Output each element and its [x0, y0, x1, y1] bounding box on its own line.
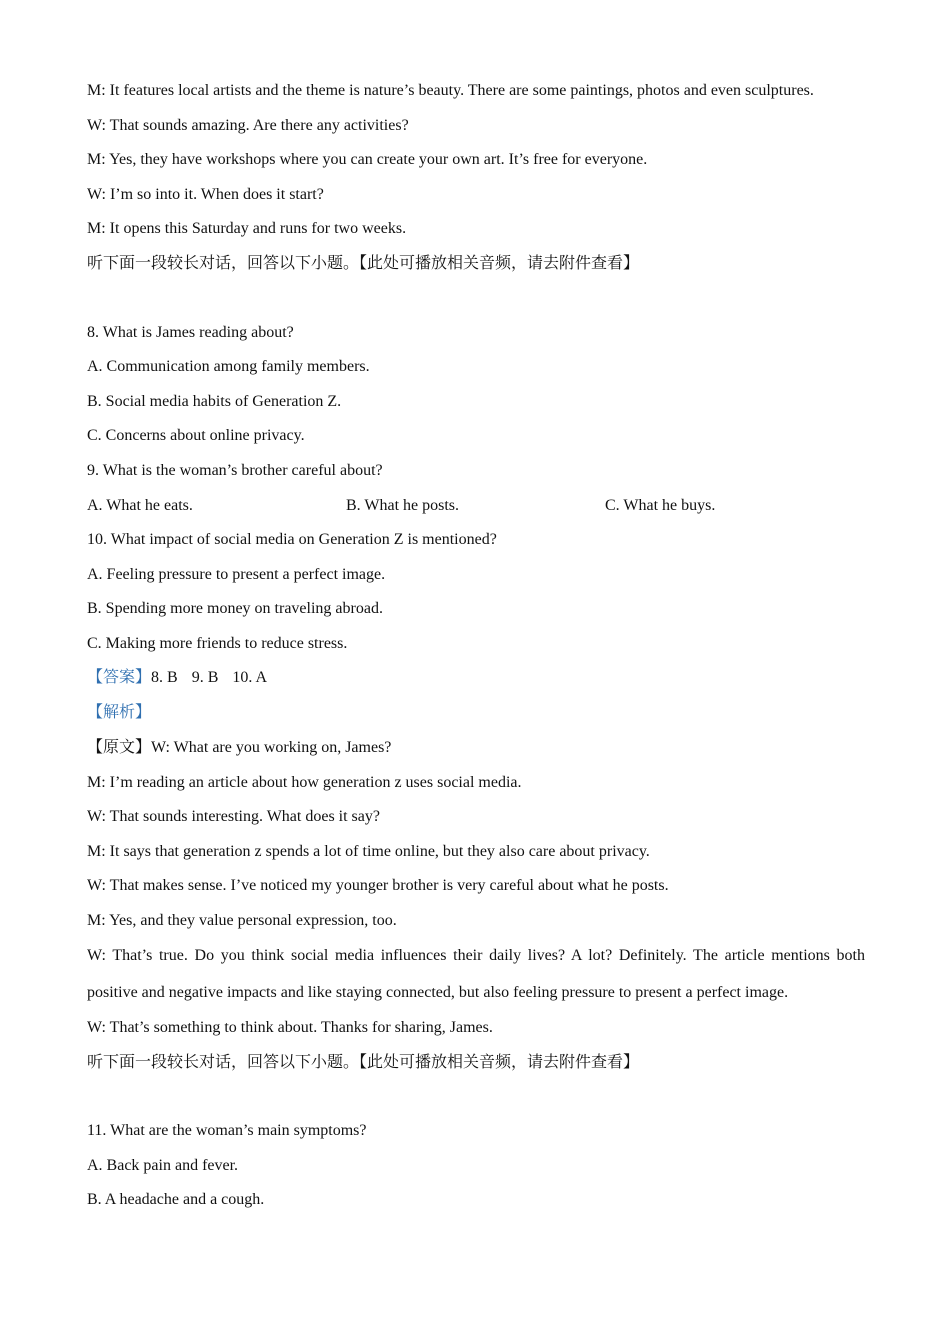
section-instruction: 听下面一段较长对话，回答以下小题。【此处可播放相关音频，请去附件查看】 — [87, 1054, 640, 1071]
answer-label: 【答案】 — [87, 669, 152, 686]
dialogue-paragraph: W: That’s true. Do you think social media influences their daily lives? A lot? Definitely. The article mentions both positive and negative impacts and like staying connected, but also feeling pressure to present a perfect image. — [87, 947, 865, 1001]
q11-option-a: A. Back pain and fever. — [87, 1157, 239, 1174]
dialogue-line: M: It says that generation z spends a lot of time online, but they also care about privacy. — [87, 843, 650, 860]
q9-option-b: B. What he posts. — [346, 497, 460, 514]
q8-option-b: B. Social media habits of Generation Z. — [87, 393, 342, 410]
dialogue-line: W: What are you working on, James? — [151, 739, 392, 756]
dialogue-line: M: Yes, they have workshops where you can create your own art. It’s free for everyone. — [87, 151, 648, 168]
question-11: 11. What are the woman’s main symptoms? — [87, 1122, 367, 1139]
dialogue-line: M: It opens this Saturday and runs for two weeks. — [87, 220, 407, 237]
dialogue-line: W: That sounds amazing. Are there any activities? — [87, 117, 409, 134]
q10-option-a: A. Feeling pressure to present a perfect image. — [87, 566, 386, 583]
dialogue-line: W: That makes sense. I’ve noticed my younger brother is very careful about what he posts. — [87, 877, 669, 894]
q8-option-a: A. Communication among family members. — [87, 358, 370, 375]
dialogue-line: W: That’s something to think about. Thanks for sharing, James. — [87, 1019, 493, 1036]
answer-item: 8. B — [151, 669, 178, 686]
dialogue-line: W: I’m so into it. When does it start? — [87, 186, 324, 203]
question-10: 10. What impact of social media on Generation Z is mentioned? — [87, 531, 497, 548]
q10-option-b: B. Spending more money on traveling abroad. — [87, 600, 383, 617]
section-instruction: 听下面一段较长对话，回答以下小题。【此处可播放相关音频，请去附件查看】 — [87, 255, 640, 272]
dialogue-line: M: Yes, and they value personal expression, too. — [87, 912, 397, 929]
transcript-first-line — [87, 738, 391, 758]
analysis-label: 【解析】 — [87, 704, 152, 721]
question-8: 8. What is James reading about? — [87, 324, 294, 341]
question-9: 9. What is the woman’s brother careful about? — [87, 462, 383, 479]
q10-option-c: C. Making more friends to reduce stress. — [87, 635, 348, 652]
dialogue-line: M: It features local artists and the theme is nature’s beauty. There are some paintings, photos and even sculptures. — [87, 82, 814, 99]
answer-line — [87, 668, 267, 688]
dialogue-line: W: That sounds interesting. What does it say? — [87, 808, 380, 825]
transcript-label: 【原文】 — [87, 739, 152, 756]
q8-option-c: C. Concerns about online privacy. — [87, 427, 305, 444]
q9-option-c: C. What he buys. — [605, 497, 716, 514]
answer-item: 9. B — [191, 669, 219, 686]
answer-item: 10. A — [232, 669, 268, 686]
q11-option-b: B. A headache and a cough. — [87, 1191, 265, 1208]
dialogue-line: M: I’m reading an article about how generation z uses social media. — [87, 774, 522, 791]
q9-option-a: A. What he eats. — [87, 497, 193, 514]
